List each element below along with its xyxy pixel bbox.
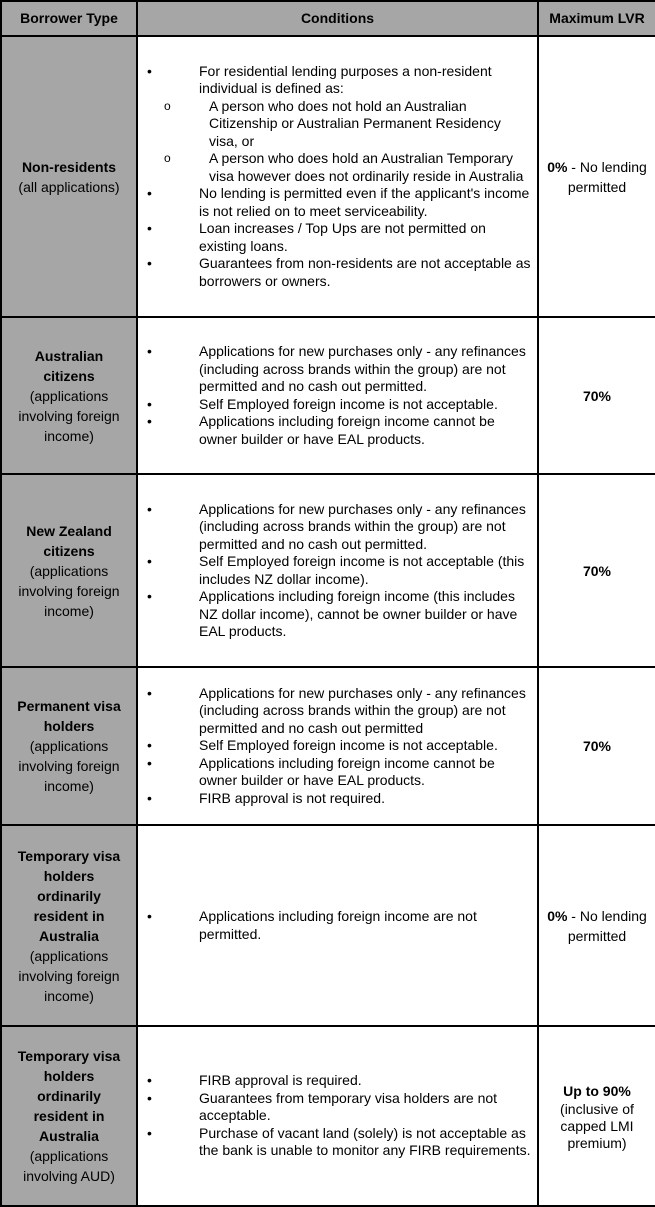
table-row <box>1 474 655 667</box>
borrower-type-note: (applications <box>29 562 109 579</box>
condition-item: • Purchase of vacant land (solely) is not acceptable as the bank is unable to monitor any FIRB requirements. <box>144 1125 531 1160</box>
borrower-type-label: Australia <box>39 1128 99 1144</box>
borrower-type-cell <box>1 474 137 667</box>
header-max-lvr: Maximum LVR <box>538 1 655 36</box>
borrower-type-label: Non-residents <box>21 158 117 175</box>
max-lvr-cell <box>538 1026 655 1206</box>
borrower-type-label: ordinarily <box>37 1088 101 1104</box>
max-lvr-note: (inclusive of <box>560 1100 634 1117</box>
condition-item: • Self Employed foreign income is not acceptable (this includes NZ dollar income). <box>144 553 531 588</box>
condition-item: • For residential lending purposes a non-resident individual is defined as: o A person who does not hold an Australian Citizenship or Australian Permanent Residency visa, or o A person who does hold an Australian Temporary visa however does not ordinarily reside in Australia <box>144 63 531 186</box>
condition-item: • Guarantees from temporary visa holders are not acceptable. <box>144 1090 531 1125</box>
conditions-cell <box>137 667 538 825</box>
header-conditions: Conditions <box>137 1 538 36</box>
condition-sub-item: o A person who does not hold an Australian Citizenship or Australian Permanent Residency visa, or <box>144 98 531 151</box>
conditions-cell <box>137 317 538 474</box>
borrower-type-cell <box>1 825 137 1026</box>
borrower-type-label: Australia <box>39 927 99 944</box>
table-row <box>1 317 655 474</box>
borrower-type-note: (applications <box>29 387 109 404</box>
max-lvr-cell <box>538 825 655 1026</box>
borrower-type-note: involving foreign <box>18 758 120 774</box>
max-lvr-note: - No lending permitted <box>567 907 647 944</box>
max-lvr-note: - No lending permitted <box>567 158 647 195</box>
borrower-type-label: holders <box>43 1068 95 1084</box>
max-lvr-cell <box>538 317 655 474</box>
borrower-type-label: citizens <box>43 367 95 384</box>
borrower-type-label: citizens <box>43 542 95 559</box>
conditions-list <box>144 908 531 943</box>
borrower-type-note: (all applications) <box>18 178 120 195</box>
borrower-type-label: holders <box>43 867 95 884</box>
condition-item: • Loan increases / Top Ups are not permitted on existing loans. <box>144 220 531 255</box>
borrower-type-note: income) <box>44 427 94 444</box>
borrower-type-cell <box>1 317 137 474</box>
borrower-type-note: involving foreign <box>18 967 120 984</box>
conditions-cell <box>137 1026 538 1206</box>
borrower-type-label: Australian <box>34 347 104 364</box>
borrower-type-label: Permanent visa <box>17 698 121 714</box>
conditions-list <box>144 685 531 808</box>
table-row <box>1 36 655 317</box>
condition-item: • Applications for new purchases only - any refinances (including across brands within the group) are not permitted and no cash out permitted. <box>144 343 531 396</box>
borrower-type-label: holders <box>43 718 95 734</box>
borrower-type-cell <box>1 1026 137 1206</box>
condition-item: • Self Employed foreign income is not acceptable. <box>144 737 531 755</box>
condition-item: • Applications including foreign income cannot be owner builder or have EAL products. <box>144 755 531 790</box>
borrower-type-note: income) <box>44 602 94 619</box>
borrower-type-note: involving AUD) <box>23 1168 115 1184</box>
max-lvr-value: 70% <box>582 738 612 754</box>
table-row <box>1 1026 655 1206</box>
conditions-cell <box>137 825 538 1026</box>
max-lvr-cell <box>538 667 655 825</box>
condition-item: • Self Employed foreign income is not acceptable. <box>144 396 531 414</box>
borrower-type-cell <box>1 36 137 317</box>
max-lvr-cell <box>538 474 655 667</box>
condition-item: • Applications including foreign income cannot be owner builder or have EAL products. <box>144 413 531 448</box>
borrower-type-note: income) <box>44 987 94 1004</box>
header-row <box>1 1 655 36</box>
max-lvr-note: premium) <box>567 1134 627 1151</box>
conditions-cell <box>137 36 538 317</box>
table-row <box>1 667 655 825</box>
max-lvr-note: capped LMI <box>560 1117 634 1134</box>
condition-item: • No lending is permitted even if the applicant's income is not relied on to meet serviceability. <box>144 185 531 220</box>
borrower-type-label: Temporary visa <box>17 847 121 864</box>
conditions-cell <box>137 474 538 667</box>
borrower-type-label: resident in <box>33 1108 105 1124</box>
header-borrower-type: Borrower Type <box>1 1 137 36</box>
borrower-type-note: (applications <box>29 738 109 754</box>
condition-item: • FIRB approval is not required. <box>144 790 531 808</box>
borrower-type-label: ordinarily <box>37 887 101 904</box>
max-lvr-value: 0% <box>547 907 568 924</box>
max-lvr-value: 70% <box>582 562 612 579</box>
condition-item: • Guarantees from non-residents are not acceptable as borrowers or owners. <box>144 255 531 290</box>
borrower-type-label: resident in <box>33 907 105 924</box>
condition-item: • Applications including foreign income (this includes NZ dollar income), cannot be owner builder or have EAL products. <box>144 588 531 641</box>
max-lvr-value: Up to 90% <box>563 1082 631 1099</box>
condition-item: • Applications for new purchases only - any refinances (including across brands within the group) are not permitted and no cash out permitted <box>144 685 531 738</box>
borrower-type-note: (applications <box>29 947 109 964</box>
condition-item: • FIRB approval is required. <box>144 1072 531 1090</box>
borrower-type-label: New Zealand <box>26 522 112 539</box>
borrower-type-note: involving foreign <box>18 582 120 599</box>
borrower-type-note: involving foreign <box>18 407 120 424</box>
conditions-list <box>144 501 531 641</box>
condition-item: • Applications for new purchases only - any refinances (including across brands within the group) are not permitted and no cash out permitted. <box>144 501 531 554</box>
borrower-type-note: income) <box>44 778 94 794</box>
condition-sub-item: o A person who does hold an Australian Temporary visa however does not ordinarily reside in Australia <box>144 150 531 185</box>
max-lvr-value: 70% <box>582 387 612 404</box>
conditions-list <box>144 63 531 291</box>
condition-sub-list <box>144 98 531 186</box>
borrower-type-cell <box>1 667 137 825</box>
condition-item: • Applications including foreign income are not permitted. <box>144 908 531 943</box>
max-lvr-value: 0% <box>547 158 568 175</box>
max-lvr-cell <box>538 36 655 317</box>
table-row <box>1 825 655 1026</box>
conditions-list <box>144 1072 531 1160</box>
borrower-type-note: (applications <box>29 1148 109 1164</box>
borrower-type-label: Temporary visa <box>17 1048 121 1064</box>
conditions-list <box>144 343 531 448</box>
